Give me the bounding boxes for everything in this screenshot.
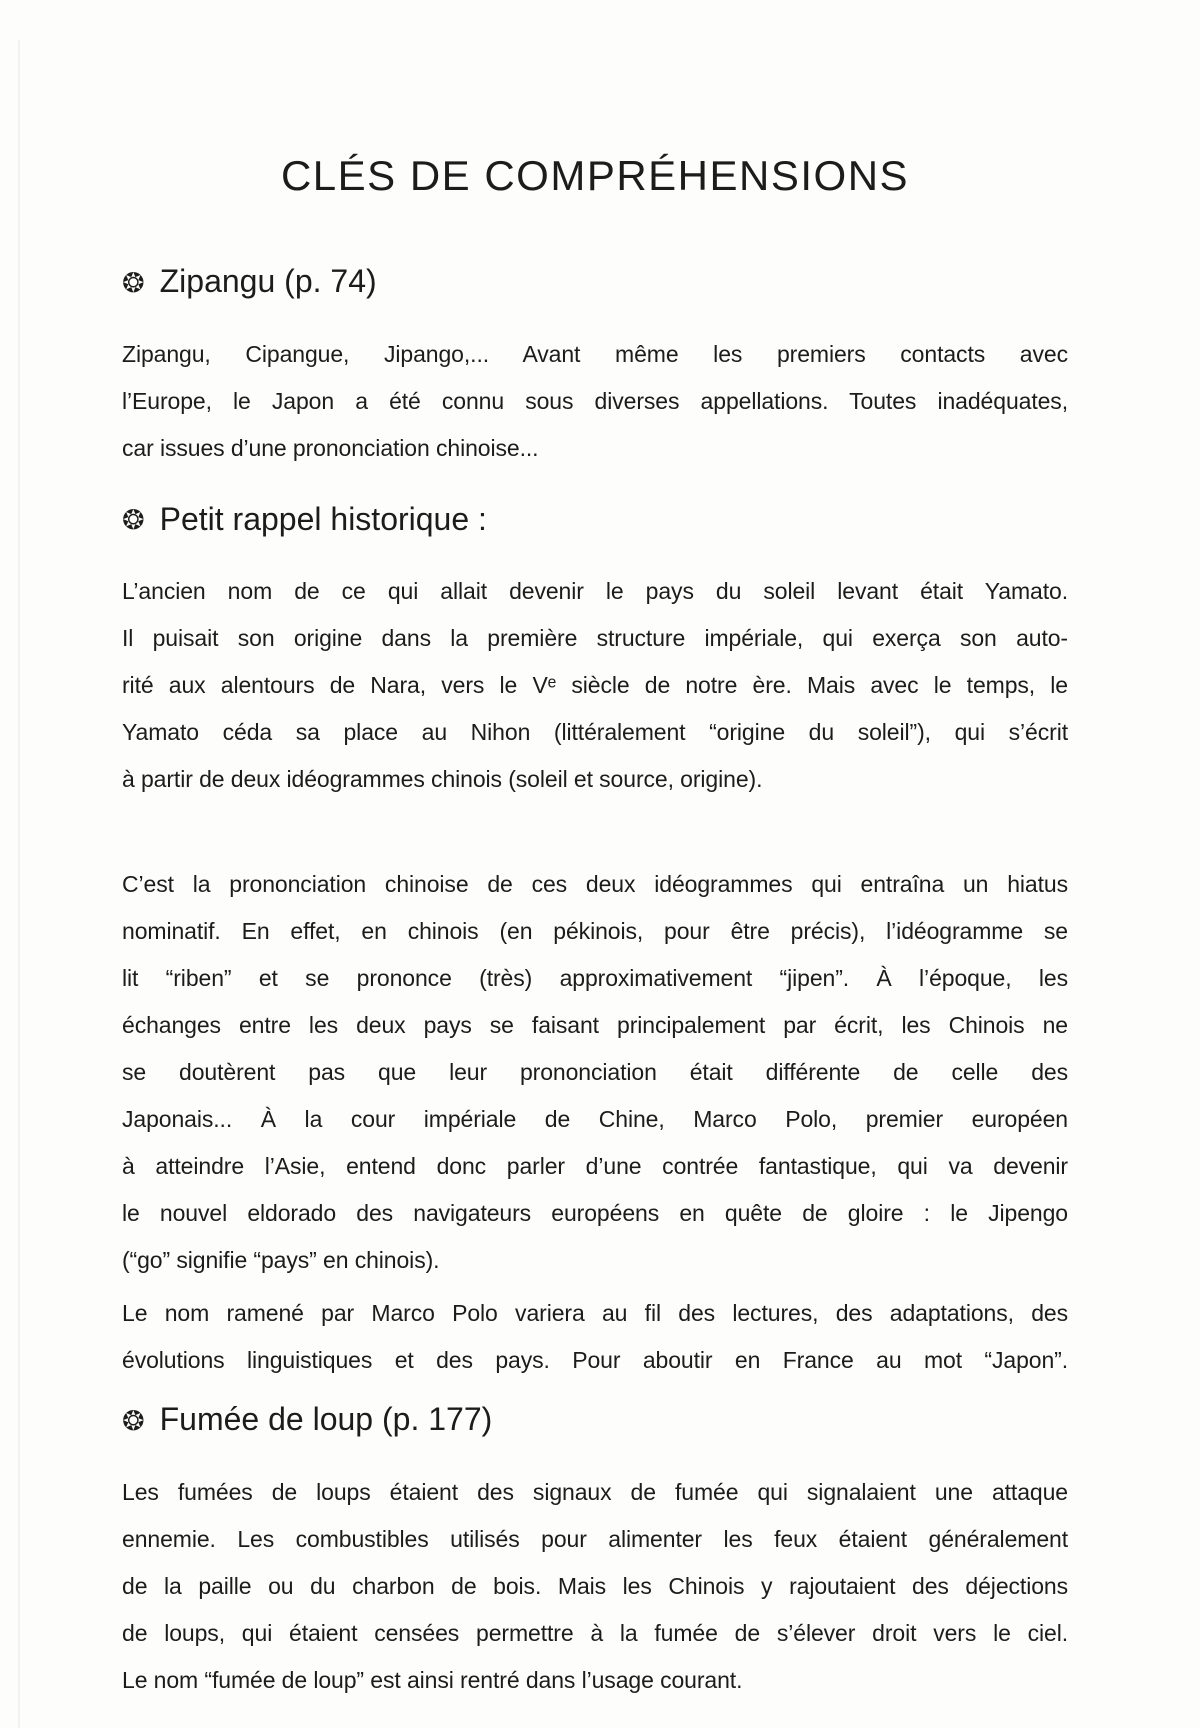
text-line: car issues d’une prononciation chinoise... — [122, 434, 539, 461]
text-line: nominatif. En effet, en chinois (en pékinois, pour être précis), l’idéogramme se — [122, 918, 1068, 945]
section — [122, 258, 1068, 472]
text-line: L’ancien nom de ce qui allait devenir le pays du soleil levant était Yamato. — [122, 578, 1068, 605]
section — [122, 496, 1068, 1385]
text-line: rité aux alentours de Nara, vers le Vᵉ siècle de notre ère. Mais avec le temps, le — [122, 672, 1068, 699]
text-line: Le nom “fumée de loup” est ainsi rentré dans l’usage courant. — [122, 1666, 743, 1693]
flower-gear-icon: ❂ — [122, 505, 145, 536]
text-line: lit “riben” et se prononce (très) approximativement “jipen”. À l’époque, les — [122, 965, 1068, 992]
text-line: ennemie. Les combustibles utilisés pour alimenter les feux étaient généralement — [122, 1525, 1068, 1552]
text-line: Il puisait son origine dans la première structure impériale, qui exerça son auto- — [122, 625, 1068, 652]
section-heading — [122, 496, 1068, 542]
text-line: évolutions linguistiques et des pays. Pour aboutir en France au mot “Japon”. — [122, 1347, 1068, 1374]
text-line: échanges entre les deux pays se faisant principalement par écrit, les Chinois ne — [122, 1012, 1068, 1039]
scan-edge-artifact — [18, 40, 20, 1728]
text-line: C’est la prononciation chinoise de ces deux idéogrammes qui entraîna un hiatus — [122, 871, 1068, 898]
text-line: à partir de deux idéogrammes chinois (soleil et source, origine). — [122, 766, 763, 793]
flower-gear-icon: ❂ — [122, 267, 145, 298]
paragraph — [122, 568, 1068, 803]
text-line: Le nom ramené par Marco Polo variera au fil des lectures, des adaptations, des — [122, 1300, 1068, 1327]
text-line: Japonais... À la cour impériale de Chine, Marco Polo, premier européen — [122, 1106, 1068, 1133]
page-content — [122, 258, 1068, 1704]
text-line: Les fumées de loups étaient des signaux de fumée qui signalaient une attaque — [122, 1478, 1068, 1505]
text-line: de la paille ou du charbon de bois. Mais les Chinois y rajoutaient des déjections — [122, 1572, 1068, 1599]
section-heading-text: Petit rappel historique : — [159, 500, 487, 537]
text-line: se doutèrent pas que leur prononciation était différente de celle des — [122, 1059, 1068, 1086]
text-line: à atteindre l’Asie, entend donc parler d’une contrée fantastique, qui va devenir — [122, 1153, 1068, 1180]
text-line: de loups, qui étaient censées permettre à la fumée de s’élever droit vers le ciel. — [122, 1619, 1068, 1646]
page-title: CLÉS DE COMPRÉHENSIONS — [280, 152, 910, 199]
section-heading-text: Fumée de loup (p. 177) — [159, 1401, 493, 1438]
text-line: l’Europe, le Japon a été connu sous diverses appellations. Toutes inadéquates, — [122, 387, 1068, 414]
section — [122, 1396, 1068, 1704]
section-heading — [122, 1396, 1068, 1442]
text-line: le nouvel eldorado des navigateurs européens en quête de gloire : le Jipengo — [122, 1200, 1068, 1227]
paragraph — [122, 1290, 1068, 1384]
text-line: Zipangu, Cipangue, Jipango,... Avant même les premiers contacts avec — [122, 340, 1068, 367]
flower-gear-icon: ❂ — [122, 1405, 145, 1436]
paragraph — [122, 1469, 1068, 1704]
paragraph — [122, 861, 1068, 1284]
text-line: Yamato céda sa place au Nihon (littéralement “origine du soleil”), qui s’écrit — [122, 719, 1068, 746]
section-heading — [122, 258, 1068, 304]
text-line: (“go” signifie “pays” en chinois). — [122, 1247, 440, 1274]
section-heading-text: Zipangu (p. 74) — [159, 263, 377, 299]
paragraph — [122, 331, 1068, 472]
